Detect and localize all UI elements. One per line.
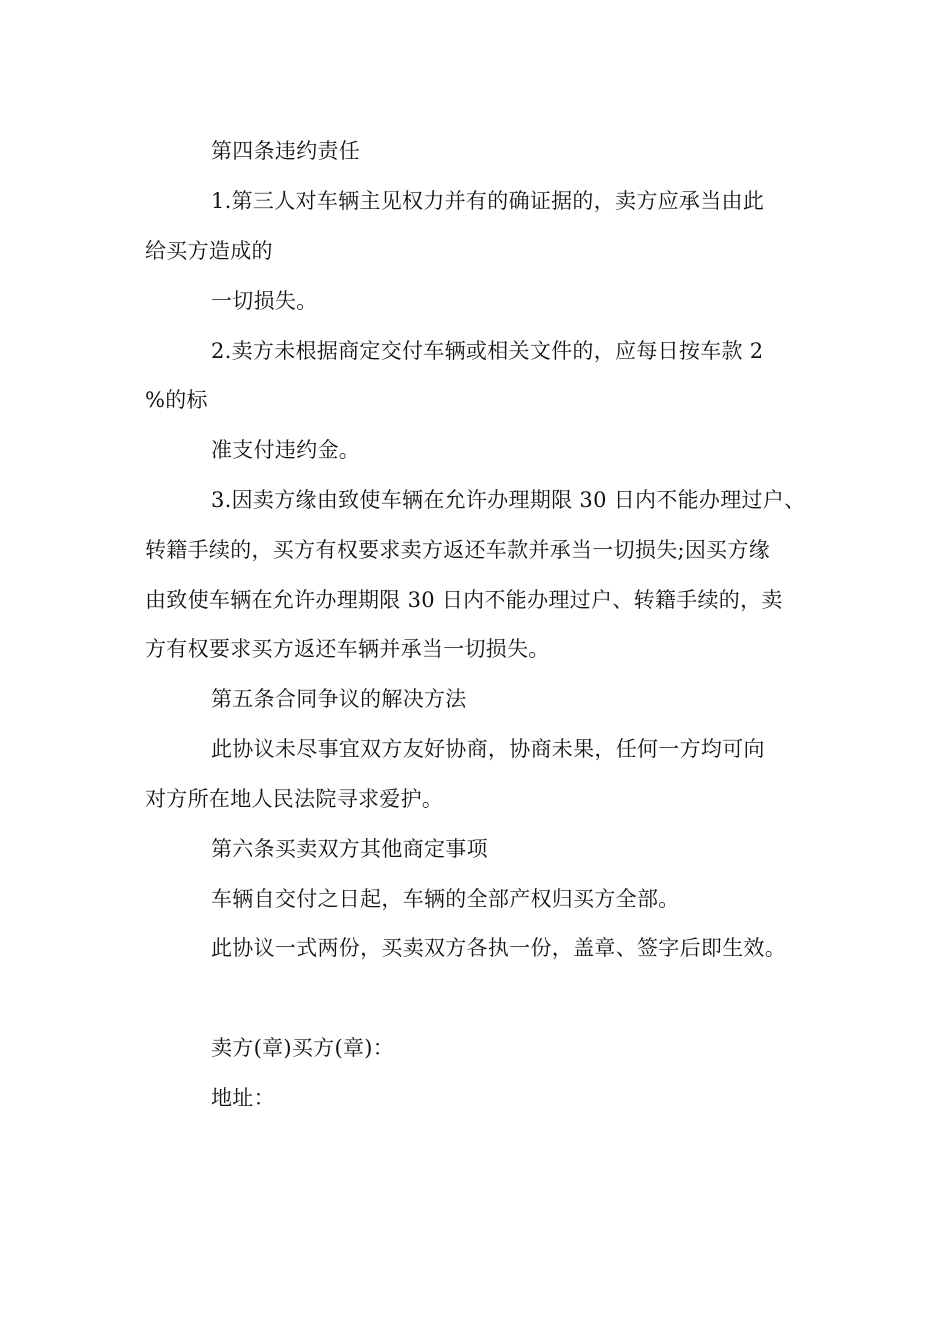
article5-text-line2: 对方所在地人民法院寻求爱护。: [145, 787, 444, 811]
article4-item3-line3: 由致使车辆在允许办理期限 30 日内不能办理过户、转籍手续的，卖: [145, 588, 783, 612]
article6-text-line2: 此协议一式两份，买卖双方各执一份，盖章、签字后即生效。: [211, 936, 787, 960]
article4-heading: 第四条违约责任: [211, 139, 361, 163]
article5-text-line1: 此协议未尽事宜双方友好协商，协商未果，任何一方均可向: [211, 737, 765, 761]
signature-parties: 卖方(章)买方(章)：: [211, 1036, 395, 1060]
article4-item2-line3: 准支付违约金。: [211, 438, 361, 462]
article5-heading: 第五条合同争议的解决方法: [211, 687, 467, 711]
article6-heading: 第六条买卖双方其他商定事项: [211, 837, 488, 861]
article4-item1-line3: 一切损失。: [211, 289, 318, 313]
article4-item2-line2: %的标: [145, 388, 208, 412]
signature-address: 地址：: [211, 1086, 275, 1110]
article4-item2-line1: 2.卖方未根据商定交付车辆或相关文件的，应每日按车款 2: [211, 339, 764, 363]
article4-item3-line1: 3.因卖方缘由致使车辆在允许办理期限 30 日内不能办理过户、: [211, 488, 806, 512]
article4-item3-line2: 转籍手续的，买方有权要求卖方返还车款并承当一切损失;因买方缘: [145, 538, 771, 562]
article4-item1-line2: 给买方造成的: [145, 239, 273, 263]
article4-item3-line4: 方有权要求买方返还车辆并承当一切损失。: [145, 637, 550, 661]
article6-text-line1: 车辆自交付之日起，车辆的全部产权归买方全部。: [211, 887, 680, 911]
article4-item1-line1: 1.第三人对车辆主见权力并有的确证据的，卖方应承当由此: [211, 189, 765, 213]
